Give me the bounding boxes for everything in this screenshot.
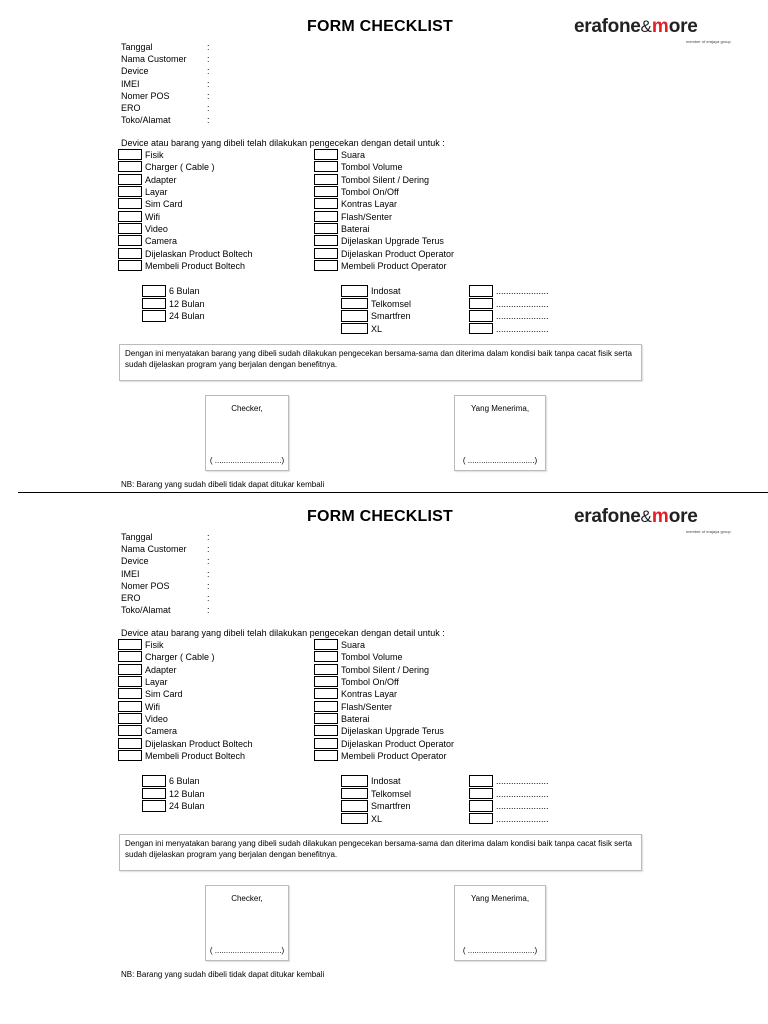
check-label: Dijelaskan Product Operator (341, 738, 455, 749)
option-label: 6 Bulan (169, 286, 200, 297)
check-item (314, 737, 454, 749)
logo-more-m: m (651, 506, 669, 527)
field-colon: : (207, 544, 210, 555)
check-item (118, 260, 253, 272)
checkbox[interactable] (314, 211, 338, 222)
other-option (469, 285, 549, 298)
option-blank[interactable]: ..................... (496, 801, 549, 812)
receiver-signature-box[interactable] (454, 885, 546, 961)
checklist-right (314, 639, 454, 762)
check-label: Kontras Layar (341, 689, 398, 700)
check-label: Wifi (145, 701, 160, 712)
checkbox[interactable] (118, 161, 142, 172)
check-label: Fisik (145, 150, 164, 161)
check-label: Dijelaskan Upgrade Terus (341, 236, 444, 247)
checkbox[interactable] (118, 676, 142, 687)
field-label: Toko/Alamat (121, 605, 171, 616)
check-item (314, 676, 454, 688)
field-label: Tanggal (121, 42, 153, 52)
checkbox[interactable] (341, 298, 368, 310)
field-colon: : (207, 580, 210, 591)
check-label: Kontras Layar (341, 199, 398, 210)
field-row[interactable] (121, 555, 215, 567)
check-label: Dijelaskan Product Operator (341, 248, 455, 259)
checkbox[interactable] (314, 198, 338, 209)
field-colon: : (207, 78, 210, 89)
field-row[interactable] (121, 568, 215, 580)
logo-tagline: member of erajaya group (686, 39, 731, 44)
check-item (118, 676, 253, 688)
checkbox[interactable] (469, 323, 493, 335)
option-label: 12 Bulan (169, 298, 205, 309)
checkbox[interactable] (341, 285, 368, 297)
check-item (118, 210, 253, 222)
checkbox[interactable] (118, 725, 142, 736)
option-label: Telkomsel (371, 298, 412, 309)
check-label: Flash/Senter (341, 701, 393, 712)
checkbox[interactable] (314, 186, 338, 197)
checkbox[interactable] (142, 285, 166, 297)
duration-option (142, 800, 205, 813)
check-item (118, 223, 253, 235)
checkbox[interactable] (118, 651, 142, 662)
check-label: Adapter (145, 664, 177, 675)
checker-sign-line: ( ..............................) (209, 456, 285, 465)
check-label: Charger ( Cable ) (145, 652, 215, 663)
check-label: Layar (145, 677, 168, 688)
check-item (314, 186, 454, 198)
checkbox[interactable] (341, 788, 368, 800)
check-item (118, 247, 253, 259)
duration-option (142, 775, 205, 788)
logo-more-rest: ore (668, 16, 698, 37)
check-item (314, 235, 454, 247)
field-colon: : (207, 115, 210, 126)
duration-option (142, 298, 205, 311)
check-label: Video (145, 713, 168, 724)
checkbox[interactable] (469, 298, 493, 310)
other-option (469, 323, 549, 336)
option-label: XL (371, 323, 383, 334)
erafone-more-logo (574, 16, 744, 46)
check-item (118, 700, 253, 712)
checkbox[interactable] (469, 310, 493, 322)
check-item (118, 198, 253, 210)
field-row[interactable] (121, 41, 215, 53)
checkbox[interactable] (118, 260, 142, 271)
field-row[interactable] (121, 592, 215, 604)
other-option (469, 800, 549, 813)
checkbox[interactable] (142, 775, 166, 787)
option-label: XL (371, 813, 383, 824)
field-label: IMEI (121, 568, 140, 579)
checkbox[interactable] (142, 800, 166, 812)
logo-more-rest: ore (668, 506, 698, 527)
checkbox[interactable] (142, 298, 166, 310)
field-colon: : (207, 605, 210, 616)
checkbox[interactable] (118, 198, 142, 209)
checklist-form (0, 0, 768, 492)
check-item (314, 223, 454, 235)
check-item (118, 664, 253, 676)
checkbox[interactable] (314, 725, 338, 736)
check-label: Tombol Volume (341, 652, 403, 663)
check-label: Membeli Product Operator (341, 750, 447, 761)
checklist-form (0, 490, 768, 982)
operator-option (341, 323, 411, 336)
logo-amp: & (640, 17, 652, 36)
field-colon: : (207, 568, 210, 579)
receiver-sign-line: ( ..............................) (462, 456, 538, 465)
form-title: FORM CHECKLIST (307, 508, 453, 525)
option-label: Smartfren (371, 801, 411, 812)
check-item (314, 713, 454, 725)
checker-signature-box[interactable] (205, 885, 289, 961)
logo-more-m: m (651, 16, 669, 37)
checkbox[interactable] (118, 750, 142, 761)
checkbox[interactable] (118, 639, 142, 650)
field-colon: : (207, 90, 210, 101)
statement-box: Dengan ini menyatakan barang yang dibeli sudah dilakukan pengecekan bersama-sama dan diterima dalam kondisi baik tanpa cacat fisik serta sudah dijelaskan program yang berjalan dengan benefitnya. (119, 834, 642, 871)
checkbox[interactable] (341, 775, 368, 787)
check-label: Sim Card (145, 689, 183, 700)
receiver-caption: Yang Menerima, (470, 404, 530, 413)
checker-caption: Checker, (231, 894, 263, 903)
check-label: Suara (341, 150, 366, 161)
erafone-more-logo (574, 506, 744, 536)
check-item (314, 750, 454, 762)
logo-tagline: member of erajaya group (686, 529, 731, 534)
field-colon: : (207, 556, 210, 567)
check-item (118, 750, 253, 762)
operator-option (341, 800, 411, 813)
field-label: ERO (121, 593, 141, 604)
other-option (469, 310, 549, 323)
option-label: 24 Bulan (169, 801, 205, 812)
checkbox[interactable] (118, 688, 142, 699)
check-label: Dijelaskan Product Boltech (145, 738, 253, 749)
form-title: FORM CHECKLIST (307, 18, 453, 35)
checkbox[interactable] (118, 186, 142, 197)
check-label: Dijelaskan Upgrade Terus (341, 726, 444, 737)
checkbox[interactable] (118, 235, 142, 246)
checker-caption: Checker, (231, 404, 263, 413)
check-label: Tombol Silent / Dering (341, 664, 430, 675)
checkbox[interactable] (118, 738, 142, 749)
check-item (314, 700, 454, 712)
checkbox[interactable] (341, 310, 368, 322)
check-label: Membeli Product Boltech (145, 260, 246, 271)
check-item (314, 149, 454, 161)
option-blank[interactable]: ..................... (496, 323, 549, 334)
check-item (118, 725, 253, 737)
operator-option (341, 285, 411, 298)
option-label: Telkomsel (371, 788, 412, 799)
footnote: NB: Barang yang sudah dibeli tidak dapat ditukar kembali (121, 970, 325, 979)
check-label: Layar (145, 187, 168, 198)
checkbox[interactable] (341, 800, 368, 812)
field-label: IMEI (121, 78, 140, 89)
option-blank[interactable]: ..................... (496, 813, 549, 824)
check-item (118, 235, 253, 247)
operator-option (341, 310, 411, 323)
check-label: Tombol Volume (341, 162, 403, 173)
checkbox[interactable] (314, 149, 338, 160)
checkbox[interactable] (314, 161, 338, 172)
logo-brand: erafone (574, 506, 641, 527)
check-item (118, 174, 253, 186)
check-label: Sim Card (145, 199, 183, 210)
check-item (118, 161, 253, 173)
check-item (314, 688, 454, 700)
check-item (118, 186, 253, 198)
customer-fields (121, 41, 215, 126)
field-row[interactable] (121, 114, 215, 126)
field-row[interactable] (121, 65, 215, 77)
check-item (314, 725, 454, 737)
check-item (118, 149, 253, 161)
duration-option (142, 285, 205, 298)
field-colon: : (207, 54, 210, 65)
duration-option (142, 788, 205, 801)
check-label: Camera (145, 726, 178, 737)
checkbox[interactable] (142, 788, 166, 800)
checkbox[interactable] (118, 713, 142, 724)
checklist-right (314, 149, 454, 272)
check-item (314, 260, 454, 272)
check-label: Baterai (341, 223, 370, 234)
option-blank[interactable]: ..................... (496, 298, 549, 309)
operator-options (341, 775, 411, 825)
check-item (118, 688, 253, 700)
check-label: Membeli Product Operator (341, 260, 447, 271)
field-colon: : (207, 66, 210, 77)
check-item (314, 639, 454, 651)
field-colon: : (207, 593, 210, 604)
checker-sign-line: ( ..............................) (209, 946, 285, 955)
checker-signature-box[interactable] (205, 395, 289, 471)
checkbox[interactable] (118, 149, 142, 160)
checkbox[interactable] (314, 738, 338, 749)
check-item (118, 639, 253, 651)
option-blank[interactable]: ..................... (496, 788, 549, 799)
field-row[interactable] (121, 580, 215, 592)
operator-option (341, 775, 411, 788)
field-label: Device (121, 556, 149, 567)
operator-option (341, 788, 411, 801)
check-label: Flash/Senter (341, 211, 393, 222)
check-item (118, 713, 253, 725)
other-options (469, 775, 549, 825)
check-label: Tombol Silent / Dering (341, 174, 430, 185)
option-label: 6 Bulan (169, 776, 200, 787)
check-label: Camera (145, 236, 178, 247)
checkbox[interactable] (314, 223, 338, 234)
check-intro: Device atau barang yang dibeli telah dilakukan pengecekan dengan detail untuk : (121, 628, 445, 638)
checkbox[interactable] (118, 701, 142, 712)
logo-brand: erafone (574, 16, 641, 37)
check-item (314, 651, 454, 663)
option-label: Indosat (371, 286, 401, 297)
field-row[interactable] (121, 531, 215, 543)
other-options (469, 285, 549, 335)
check-label: Dijelaskan Product Boltech (145, 248, 253, 259)
receiver-sign-line: ( ..............................) (462, 946, 538, 955)
check-item (118, 737, 253, 749)
check-item (314, 174, 454, 186)
option-blank[interactable]: ..................... (496, 776, 549, 787)
checkbox[interactable] (314, 688, 338, 699)
field-colon: : (207, 532, 210, 542)
checkbox[interactable] (314, 235, 338, 246)
field-row[interactable] (121, 102, 215, 114)
other-option (469, 813, 549, 826)
cut-line (18, 492, 768, 493)
checkbox[interactable] (314, 651, 338, 662)
checkbox[interactable] (314, 701, 338, 712)
checkbox[interactable] (314, 639, 338, 650)
option-label: Indosat (371, 776, 401, 787)
check-label: Tombol On/Off (341, 187, 399, 198)
checkbox[interactable] (469, 285, 493, 297)
check-item (314, 664, 454, 676)
field-label: Nomer POS (121, 580, 170, 591)
field-colon: : (207, 42, 210, 52)
field-label: ERO (121, 103, 141, 114)
check-label: Baterai (341, 713, 370, 724)
check-label: Suara (341, 640, 366, 651)
checkbox[interactable] (118, 248, 142, 259)
check-label: Membeli Product Boltech (145, 750, 246, 761)
checkbox[interactable] (314, 676, 338, 687)
checkbox[interactable] (469, 788, 493, 800)
check-label: Adapter (145, 174, 177, 185)
checklist-left (118, 149, 253, 272)
option-blank[interactable]: ..................... (496, 311, 549, 322)
option-label: 12 Bulan (169, 788, 205, 799)
checkbox[interactable] (469, 800, 493, 812)
customer-fields (121, 531, 215, 616)
option-label: 24 Bulan (169, 311, 205, 322)
operator-option (341, 813, 411, 826)
checkbox[interactable] (118, 211, 142, 222)
field-label: Nama Customer (121, 544, 187, 555)
duration-options (142, 775, 205, 813)
field-row[interactable] (121, 53, 215, 65)
checkbox[interactable] (341, 323, 368, 335)
checkbox[interactable] (314, 664, 338, 675)
check-label: Fisik (145, 640, 164, 651)
check-label: Tombol On/Off (341, 677, 399, 688)
statement-box: Dengan ini menyatakan barang yang dibeli sudah dilakukan pengecekan bersama-sama dan diterima dalam kondisi baik tanpa cacat fisik serta sudah dijelaskan program yang berjalan dengan benefitnya. (119, 344, 642, 381)
check-label: Wifi (145, 211, 160, 222)
field-label: Nomer POS (121, 90, 170, 101)
operator-options (341, 285, 411, 335)
option-blank[interactable]: ..................... (496, 286, 549, 297)
checkbox[interactable] (314, 713, 338, 724)
other-option (469, 788, 549, 801)
checkbox[interactable] (314, 750, 338, 761)
duration-option (142, 310, 205, 323)
check-item (118, 651, 253, 663)
checkbox[interactable] (469, 775, 493, 787)
checkbox[interactable] (314, 260, 338, 271)
checkbox[interactable] (118, 174, 142, 185)
checkbox[interactable] (341, 813, 368, 825)
checkbox[interactable] (142, 310, 166, 322)
check-label: Charger ( Cable ) (145, 162, 215, 173)
checkbox[interactable] (469, 813, 493, 825)
check-item (314, 210, 454, 222)
field-row[interactable] (121, 90, 215, 102)
field-label: Device (121, 66, 149, 77)
check-item (314, 247, 454, 259)
checkbox[interactable] (118, 223, 142, 234)
duration-options (142, 285, 205, 323)
field-label: Nama Customer (121, 54, 187, 65)
other-option (469, 775, 549, 788)
field-row[interactable] (121, 543, 215, 555)
field-row[interactable] (121, 604, 215, 616)
checklist-left (118, 639, 253, 762)
receiver-signature-box[interactable] (454, 395, 546, 471)
field-row[interactable] (121, 78, 215, 90)
check-item (314, 198, 454, 210)
logo-amp: & (640, 507, 652, 526)
field-label: Toko/Alamat (121, 115, 171, 126)
check-intro: Device atau barang yang dibeli telah dilakukan pengecekan dengan detail untuk : (121, 138, 445, 148)
check-label: Video (145, 223, 168, 234)
receiver-caption: Yang Menerima, (470, 894, 530, 903)
operator-option (341, 298, 411, 311)
checkbox[interactable] (118, 664, 142, 675)
other-option (469, 298, 549, 311)
checkbox[interactable] (314, 248, 338, 259)
check-item (314, 161, 454, 173)
field-label: Tanggal (121, 532, 153, 542)
option-label: Smartfren (371, 311, 411, 322)
checkbox[interactable] (314, 174, 338, 185)
field-colon: : (207, 103, 210, 114)
footnote: NB: Barang yang sudah dibeli tidak dapat ditukar kembali (121, 480, 325, 489)
